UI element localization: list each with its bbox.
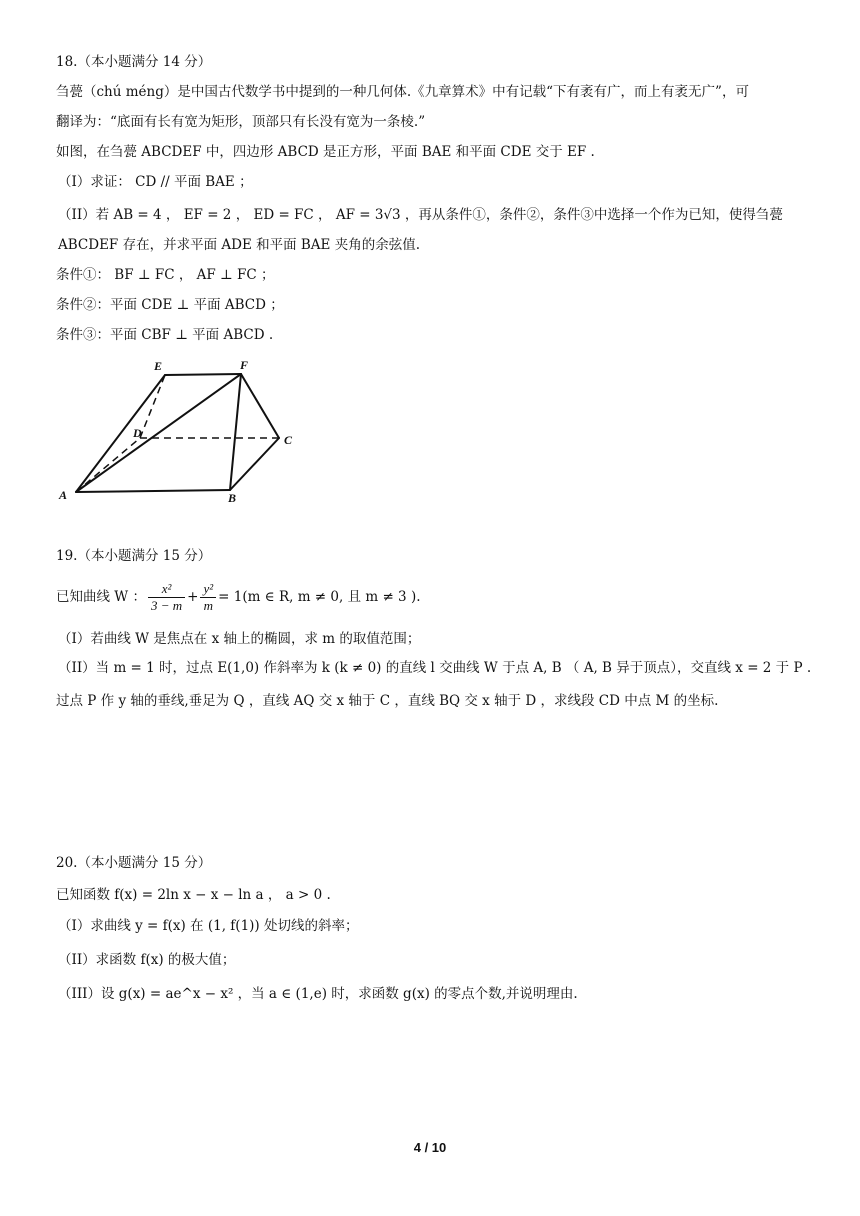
label-d: D xyxy=(133,426,142,440)
q19-part2-line2: 过点 P 作 y 轴的垂线,垂足为 Q ，直线 AQ 交 x 轴于 C ，直线 BQ 交 x 轴于 D ，求线段 CD 中点 M 的坐标. xyxy=(56,693,719,709)
q18-condition1: 条件①： BF ⊥ FC ， AF ⊥ FC ； xyxy=(56,267,275,283)
fraction-y-numerator: y² xyxy=(200,581,216,598)
q19-header: 19.（本小题满分 15 分） xyxy=(56,548,212,564)
q20-header: 20.（本小题满分 15 分） xyxy=(56,855,212,871)
label-b: B xyxy=(228,491,237,505)
q19-fraction-y xyxy=(200,581,216,614)
q18-part2-line2: ABCDEF 存在，并求平面 ADE 和平面 BAE 夹角的余弦值. xyxy=(58,237,420,253)
q20-part1: （I）求曲线 y = f(x) 在 (1, f(1)) 处切线的斜率； xyxy=(58,918,359,934)
q19-part2-line1: （II）当 m = 1 时，过点 E(1,0) 作斜率为 k (k ≠ 0) 的直线 l 交曲线 W 于点 A, B （ A, B 异于顶点），交直线 x = 2 于 P . xyxy=(58,660,812,676)
fraction-x-denominator: 3 − m xyxy=(150,598,183,613)
edge-ab xyxy=(76,490,230,492)
page-number: 4 / 10 xyxy=(413,1140,447,1155)
q19-fraction-x xyxy=(148,581,185,614)
q18-part1: （I）求证： CD // 平面 BAE ； xyxy=(58,174,253,190)
label-a: A xyxy=(59,488,68,502)
label-e: E xyxy=(154,359,163,373)
q20-part2: （II）求函数 f(x) 的极大值； xyxy=(58,952,236,968)
label-c: C xyxy=(284,433,293,447)
edge-de-hidden xyxy=(140,375,165,438)
edge-ae xyxy=(76,375,165,492)
q18-condition3: 条件③：平面 CBF ⊥ 平面 ABCD . xyxy=(56,327,274,343)
edge-bc xyxy=(230,438,279,490)
q19-curve-equation xyxy=(56,578,421,616)
fraction-x-numerator: x² xyxy=(148,581,185,598)
q18-part2-line1: （II）若 AB = 4 ， EF = 2 ， ED = FC ， AF = 3√3 ，再从条件①，条件②，条件③中选择一个作为已知，使得刍甍 xyxy=(58,207,783,223)
q18-intro-line3: 如图，在刍甍 ABCDEF 中，四边形 ABCD 是正方形，平面 BAE 和平面 CDE 交于 EF . xyxy=(56,144,595,160)
label-f: F xyxy=(240,358,249,372)
q19-curve-prefix: 已知曲线 W ： xyxy=(56,589,146,605)
q18-header: 18.（本小题满分 14 分） xyxy=(56,54,212,70)
q18-condition2: 条件②：平面 CDE ⊥ 平面 ABCD ； xyxy=(56,297,284,313)
polyhedron-figure xyxy=(54,352,314,512)
edge-fc xyxy=(241,374,279,438)
q18-intro-line1: 刍甍（chú méng）是中国古代数学书中提到的一种几何体.《九章算术》中有记载“下有袤有广，而上有袤无广”，可 xyxy=(56,84,749,100)
edge-ef xyxy=(165,374,241,375)
q18-intro-line2: 翻译为：“底面有长有宽为矩形，顶部只有长没有宽为一条棱.” xyxy=(56,114,426,130)
q19-part1: （I）若曲线 W 是焦点在 x 轴上的椭圆，求 m 的取值范围； xyxy=(58,631,421,647)
edge-fb xyxy=(230,374,241,490)
edge-ad-hidden xyxy=(76,438,140,492)
fraction-y-denominator: m xyxy=(203,598,213,613)
q20-part3: （III）设 g(x) = ae^x − x² ，当 a ∈ (1,e) 时，求函数 g(x) 的零点个数,并说明理由. xyxy=(58,986,578,1002)
q20-intro: 已知函数 f(x) = 2ln x − x − ln a ， a > 0 . xyxy=(56,887,331,903)
q19-plus: + xyxy=(187,589,199,605)
q19-curve-suffix: = 1(m ∈ R, m ≠ 0, 且 m ≠ 3 ). xyxy=(218,589,421,605)
